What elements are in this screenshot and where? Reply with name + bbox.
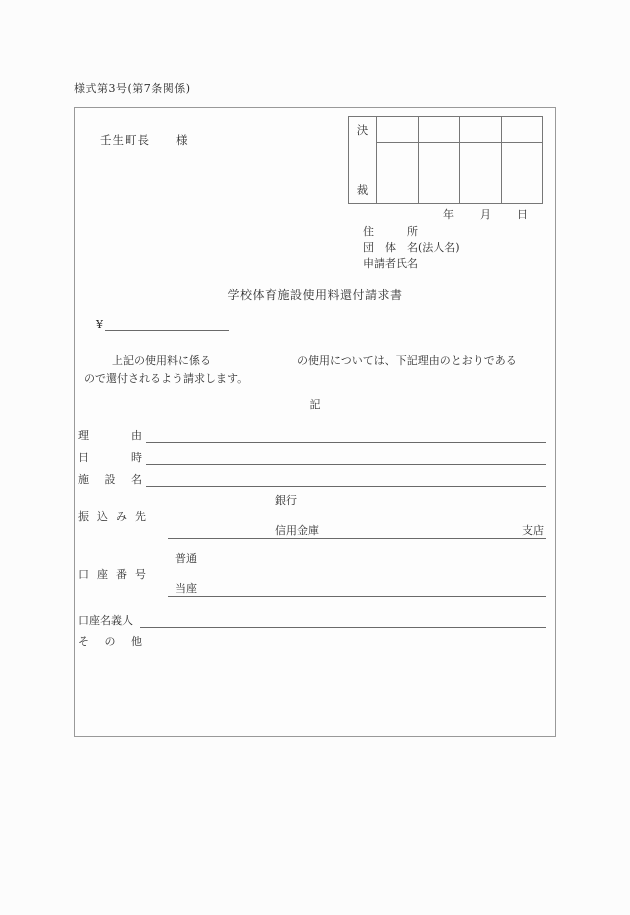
date-day-label: 日 <box>517 208 528 221</box>
ki-marker: 記 <box>309 398 321 411</box>
body-line1-b: の使用については、下記理由のとおりである <box>297 354 517 367</box>
field-row-account-holder <box>78 612 546 628</box>
approval-cell[interactable] <box>502 143 543 203</box>
field-row-reason <box>78 427 546 443</box>
bank-input-rule[interactable] <box>168 538 546 539</box>
account-number-input-rule[interactable] <box>168 596 546 597</box>
applicant-address-label: 住 所 <box>363 225 418 238</box>
approval-cell[interactable] <box>419 143 461 203</box>
addressee-name: 壬生町長 <box>100 133 150 147</box>
approval-cell[interactable] <box>460 143 502 203</box>
form-number: 様式第3号(第7条関係) <box>74 82 191 95</box>
other-label: その他 <box>78 635 142 648</box>
addressee-honorific: 様 <box>176 133 189 147</box>
account-number-label: 口座番号 <box>78 568 146 581</box>
applicant-block <box>363 224 460 272</box>
account-holder-label: 口座名義人 <box>78 614 133 627</box>
account-number-block <box>78 550 546 598</box>
account-holder-input[interactable] <box>140 614 546 628</box>
facility-label: 施 設 名 <box>78 473 142 486</box>
account-kind-ordinary-option[interactable]: 普通 <box>175 552 197 565</box>
other-input[interactable] <box>140 636 546 649</box>
facility-input[interactable] <box>146 473 546 487</box>
reason-input[interactable] <box>146 429 546 443</box>
account-kind-current-option[interactable]: 当座 <box>175 582 197 595</box>
bank-kind-bank-option[interactable]: 銀行 <box>275 494 297 507</box>
applicant-organization-label: 団 体 名(法人名) <box>363 241 460 254</box>
amount-field[interactable] <box>96 318 229 331</box>
field-row-datetime <box>78 449 546 465</box>
bank-branch-label: 支店 <box>522 524 544 537</box>
page-title: 学校体育施設使用料還付請求書 <box>227 288 403 302</box>
approval-cell[interactable] <box>419 117 461 142</box>
approval-stamp-row-titles <box>377 117 542 143</box>
approval-cell[interactable] <box>377 143 419 203</box>
bank-transfer-label: 振込み先 <box>78 510 146 523</box>
approval-cell[interactable] <box>377 117 419 142</box>
datetime-input[interactable] <box>146 451 546 465</box>
field-row-other <box>78 633 546 649</box>
field-row-facility <box>78 471 546 487</box>
date-line[interactable] <box>443 206 528 222</box>
approval-stamp-box <box>348 116 543 204</box>
approval-cell[interactable] <box>502 117 543 142</box>
body-line1-a: 上記の使用料に係る <box>112 354 211 367</box>
amount-input-rule[interactable] <box>105 318 229 331</box>
yen-symbol-icon: ¥ <box>96 318 103 331</box>
approval-stamp-cells <box>377 117 542 203</box>
body-paragraph <box>84 352 550 388</box>
applicant-name-label: 申請者氏名 <box>363 257 418 270</box>
datetime-label: 日 時 <box>78 451 142 464</box>
reason-label: 理 由 <box>78 429 142 442</box>
bank-kind-shinkin-option[interactable]: 信用金庫 <box>275 524 319 537</box>
date-month-label: 月 <box>480 208 491 221</box>
approval-label-top: 決 <box>356 123 369 137</box>
body-line2: ので還付されるよう請求します。 <box>84 372 249 385</box>
addressee <box>100 132 189 148</box>
bank-transfer-block <box>78 492 546 540</box>
date-year-label: 年 <box>443 208 454 221</box>
approval-stamp-label-column <box>349 117 377 203</box>
approval-cell[interactable] <box>460 117 502 142</box>
approval-stamp-row-seals <box>377 143 542 203</box>
approval-label-bottom: 裁 <box>356 183 369 197</box>
